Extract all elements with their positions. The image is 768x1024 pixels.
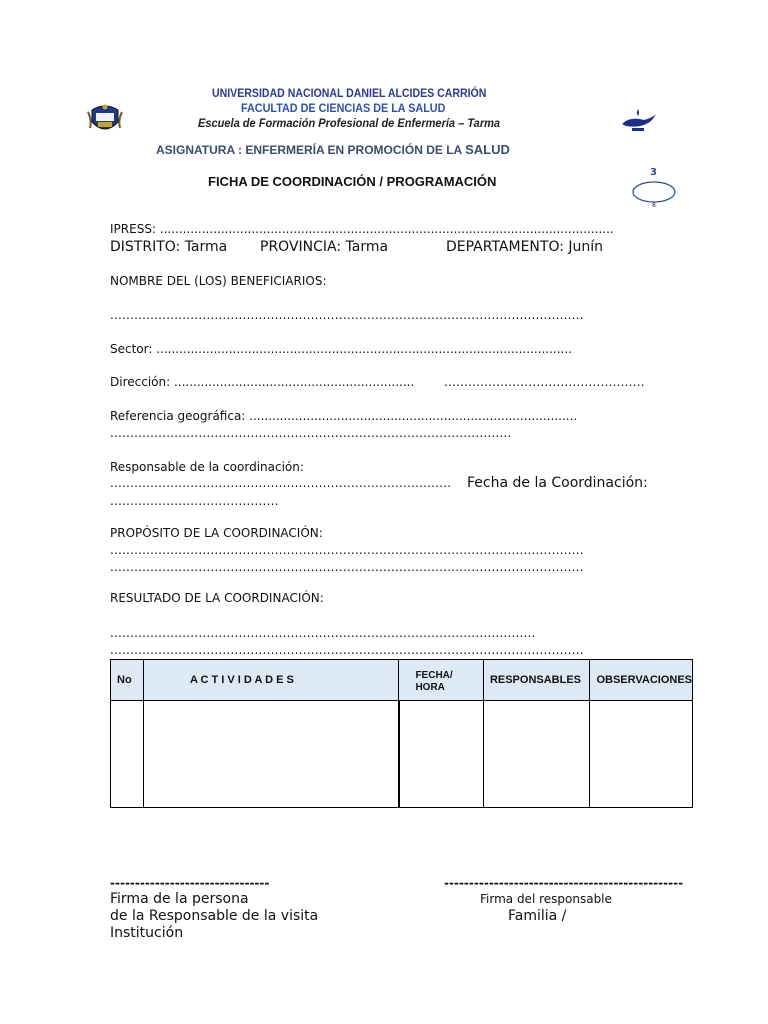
proposito-label: PROPÓSITO DE LA COORDINACIÓN: <box>110 526 323 540</box>
responsable-label: Responsable de la coordinación: <box>110 460 304 474</box>
university-name: UNIVERSIDAD NACIONAL DANIEL ALCIDES CARRIÓN <box>212 86 487 100</box>
column-header-actividades: A C T I V I D A D E S <box>143 660 399 701</box>
faculty-name: FACULTAD DE CIENCIAS DE LA SALUD <box>241 101 446 115</box>
cell-responsables[interactable] <box>483 701 590 808</box>
left-signature-label-3: Institución <box>110 925 184 941</box>
left-signature-label-1: Firma de la persona <box>110 891 249 907</box>
oval-emblem <box>630 168 680 214</box>
direccion-field[interactable]: Dirección: ............................................................... <box>110 375 415 389</box>
left-signature-label-2: de la Responsable de la visita <box>110 908 319 924</box>
resultado-line-1[interactable]: .......................................................................................................... <box>110 626 536 640</box>
cell-no[interactable] <box>111 701 144 808</box>
form-title: FICHA DE COORDINACIÓN / PROGRAMACIÓN <box>208 174 497 189</box>
direccion-field-extra[interactable]: .................................................. <box>444 375 645 389</box>
right-signature-label-2: Familia / <box>508 908 567 924</box>
fecha-coordinacion-line[interactable]: .......................................... <box>110 494 279 508</box>
fecha-coordinacion-label: Fecha de la Coordinación: <box>467 475 648 491</box>
activities-table <box>110 659 693 808</box>
referencia-line-2[interactable]: .................................................................................................... <box>110 426 512 440</box>
right-signature-label-1: Firma del responsable <box>480 892 612 906</box>
resultado-label: RESULTADO DE LA COORDINACIÓN: <box>110 591 324 605</box>
fecha-header-top: FECHA/ <box>415 670 453 681</box>
right-signature-line: ------------------------------------------------ <box>444 876 684 890</box>
table-row <box>111 701 693 808</box>
departamento-field: DEPARTAMENTO: Junín <box>446 239 604 255</box>
left-signature-line: -------------------------------- <box>110 876 270 890</box>
beneficiarios-label: NOMBRE DEL (LOS) BENEFICIARIOS: <box>110 274 327 288</box>
distrito-field: DISTRITO: Tarma <box>110 239 228 255</box>
resultado-line-2[interactable]: ...................................................................................................................... <box>110 643 584 657</box>
fecha-header-bottom: HORA <box>415 682 445 693</box>
ipress-field[interactable]: IPRESS: ....................................................................................................................... <box>110 222 614 236</box>
emblem-number: 3 <box>650 167 657 178</box>
cell-fecha-hora[interactable] <box>399 701 483 808</box>
sector-field[interactable]: Sector: ............................................................................................................. <box>110 342 572 356</box>
provincia-field: PROVINCIA: Tarma <box>260 239 389 255</box>
table-header-row <box>111 660 693 701</box>
cell-actividades[interactable] <box>143 701 399 808</box>
subject-line <box>156 142 510 157</box>
referencia-field[interactable]: Referencia geográfica: ...................................................................................... <box>110 409 578 423</box>
emblem-small-text: 8 <box>652 202 656 209</box>
proposito-line-2[interactable]: ...................................................................................................................... <box>110 560 584 574</box>
responsable-line[interactable]: ..................................................................................... <box>110 476 452 490</box>
subject-label: ASIGNATURA : ENFERMERÍA EN PROMOCIÓN DE LA <box>156 143 462 157</box>
column-header-no: No <box>111 660 144 701</box>
cell-observaciones[interactable] <box>590 701 693 808</box>
column-header-observaciones: OBSERVACIONES <box>590 660 693 701</box>
column-header-fecha-hora <box>399 660 483 701</box>
nursing-lamp-logo <box>616 106 660 136</box>
subject-tail: SALUD <box>465 142 510 157</box>
column-header-responsables: RESPONSABLES <box>483 660 590 701</box>
proposito-line-1[interactable]: ...................................................................................................................... <box>110 543 584 557</box>
beneficiarios-line[interactable]: ...................................................................................................................... <box>110 308 584 322</box>
school-name: Escuela de Formación Profesional de Enfermería – Tarma <box>198 116 501 130</box>
university-crest-logo <box>86 100 124 138</box>
